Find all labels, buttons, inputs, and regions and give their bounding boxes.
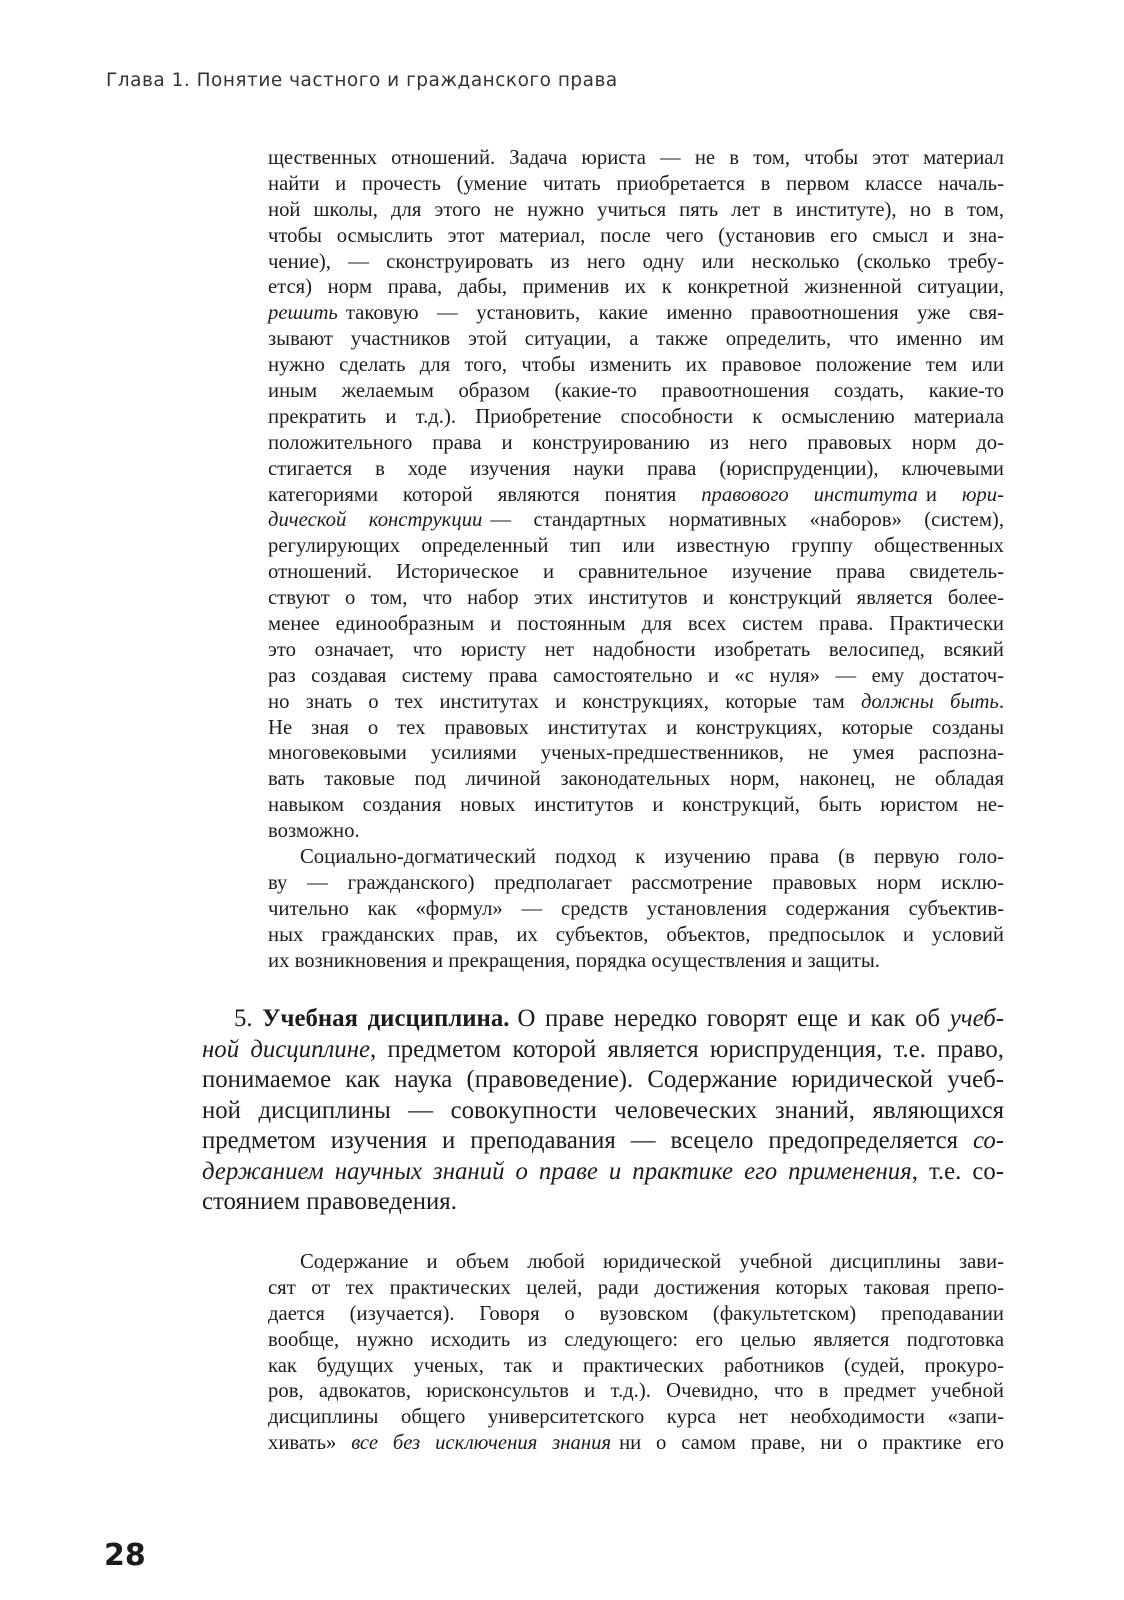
text-line: дается (изучается). Говоря о вузовском (факультетском) преподавании bbox=[268, 1302, 1004, 1325]
text-line: иным желаемым образом (какие-то правоотношения создать, какие-то bbox=[268, 380, 1004, 403]
text-line: ной школы, для этого не нужно учиться пять лет в институте), но в том, bbox=[268, 198, 1004, 221]
text-line: Социально-догматический подход к изучению права (в первую голо- bbox=[300, 846, 1004, 869]
text-line: ется) норм права, дабы, применив их к конкретной жизненной ситуации, bbox=[268, 276, 1004, 299]
text-line: стигается в ходе изучения науки права (юриспруденции), ключевыми bbox=[268, 457, 1004, 480]
text-line: многовековыми усилиями ученых-предшественников, не умея распозна- bbox=[268, 742, 1004, 765]
text-line: положительного права и конструированию из него правовых норм до- bbox=[268, 431, 1004, 454]
text-line: понимаемое как наука (правоведение). Содержание юридической учеб- bbox=[202, 1066, 1004, 1093]
text-line: хивать» все без исключения знания ни о самом праве, ни о практике его bbox=[268, 1432, 1004, 1455]
text-line: дисциплины общего университетского курса нет необходимости «запи- bbox=[268, 1406, 1004, 1429]
text-line: ных гражданских прав, их субъектов, объектов, предпосылок и условий bbox=[268, 923, 1004, 946]
text-line: но знать о тех институтах и конструкциях, которые там должны быть. bbox=[268, 690, 1004, 713]
text-line: щественных отношений. Задача юриста — не в том, чтобы этот материал bbox=[268, 147, 1004, 169]
text-line: чительно как «формул» — средств установления содержания субъектив- bbox=[268, 897, 1004, 920]
text-line: раз создавая систему права самостоятельно и «с нуля» — ему достаточ- bbox=[268, 664, 1004, 687]
text-line: найти и прочесть (умение читать приобретается в первом классе началь- bbox=[268, 172, 1004, 195]
text-line: дической конструкции — стандартных нормативных «наборов» (систем), bbox=[268, 509, 1004, 532]
text-line: Не зная о тех правовых институтах и конструкциях, которые созданы bbox=[268, 716, 1004, 739]
text-line: решить таковую — установить, какие именно правоотношения уже свя- bbox=[268, 302, 1004, 325]
text-line: менее единообразным и постоянным для всех систем права. Практически bbox=[268, 613, 1004, 636]
text-line: ной дисциплины — совокупности человеческих знаний, являющихся bbox=[202, 1096, 1004, 1124]
text-line: как будущих ученых, так и практических работников (судей, прокуро- bbox=[268, 1354, 1004, 1377]
text-line: предметом изучения и преподавания — всецело предопределяется со- bbox=[202, 1127, 1004, 1154]
text-line: 5. Учебная дисциплина. О праве нередко говорят еще и как об учеб- bbox=[234, 1005, 1005, 1032]
text-line: ров, адвокатов, юрисконсультов и т.д.). Очевидно, что в предмет учебной bbox=[268, 1380, 1004, 1403]
text-line: вать таковые под личиной законодательных норм, наконец, не обладая bbox=[268, 768, 1004, 791]
text-line: зывают участников этой ситуации, а также определить, что именно им bbox=[268, 328, 1004, 351]
text-line: сят от тех практических целей, ради достижения которых таковая препо- bbox=[268, 1276, 1004, 1299]
text-line: нужно сделать для того, чтобы изменить их правовое положение тем или bbox=[268, 354, 1004, 377]
text-line: ной дисциплине, предметом которой является юриспруденция, т.е. право, bbox=[202, 1035, 1004, 1063]
body-paragraph-lower bbox=[268, 1250, 1004, 1457]
text-line: Содержание и объем любой юридической учебной дисциплины зави- bbox=[300, 1251, 1004, 1273]
text-line: вообще, нужно исходить из следующего: его целью является подготовка bbox=[268, 1328, 1004, 1351]
text-line: категориями которой являются понятия правового института и юри- bbox=[268, 483, 1004, 506]
text-line: возможно. bbox=[268, 820, 360, 843]
running-header: Глава 1. Понятие частного и гражданского права bbox=[106, 70, 618, 91]
text-line: чтобы осмыслить этот материал, после чего (установив его смысл и зна- bbox=[268, 224, 1004, 247]
text-line: чение), — сконструировать из него одну или несколько (сколько требу- bbox=[268, 250, 1004, 273]
text-line: отношений. Историческое и сравнительное изучение права свидетель- bbox=[268, 561, 1004, 584]
section-5-paragraph bbox=[202, 1004, 1004, 1218]
text-line: прекратить и т.д.). Приобретение способности к осмыслению материала bbox=[268, 405, 1004, 428]
page-number: 28 bbox=[104, 1538, 146, 1573]
text-line: стоянием правоведения. bbox=[202, 1188, 457, 1215]
text-line: держанием научных знаний о праве и практике его применения, т.е. со- bbox=[202, 1157, 1004, 1185]
text-line: регулирующих определенный тип или известную группу общественных bbox=[268, 535, 1004, 558]
body-paragraphs-upper bbox=[268, 146, 1004, 975]
text-line: ву — гражданского) предполагает рассмотрение правовых норм исклю- bbox=[268, 871, 1004, 894]
text-line: навыком создания новых институтов и конструкций, быть юристом не- bbox=[268, 794, 1004, 817]
text-line: их возникновения и прекращения, порядка осуществления и защиты. bbox=[268, 949, 880, 972]
text-line: это означает, что юристу нет надобности изобретать велосипед, всякий bbox=[268, 638, 1004, 661]
text-line: ствуют о том, что набор этих институтов и конструкций является более- bbox=[268, 587, 1004, 610]
